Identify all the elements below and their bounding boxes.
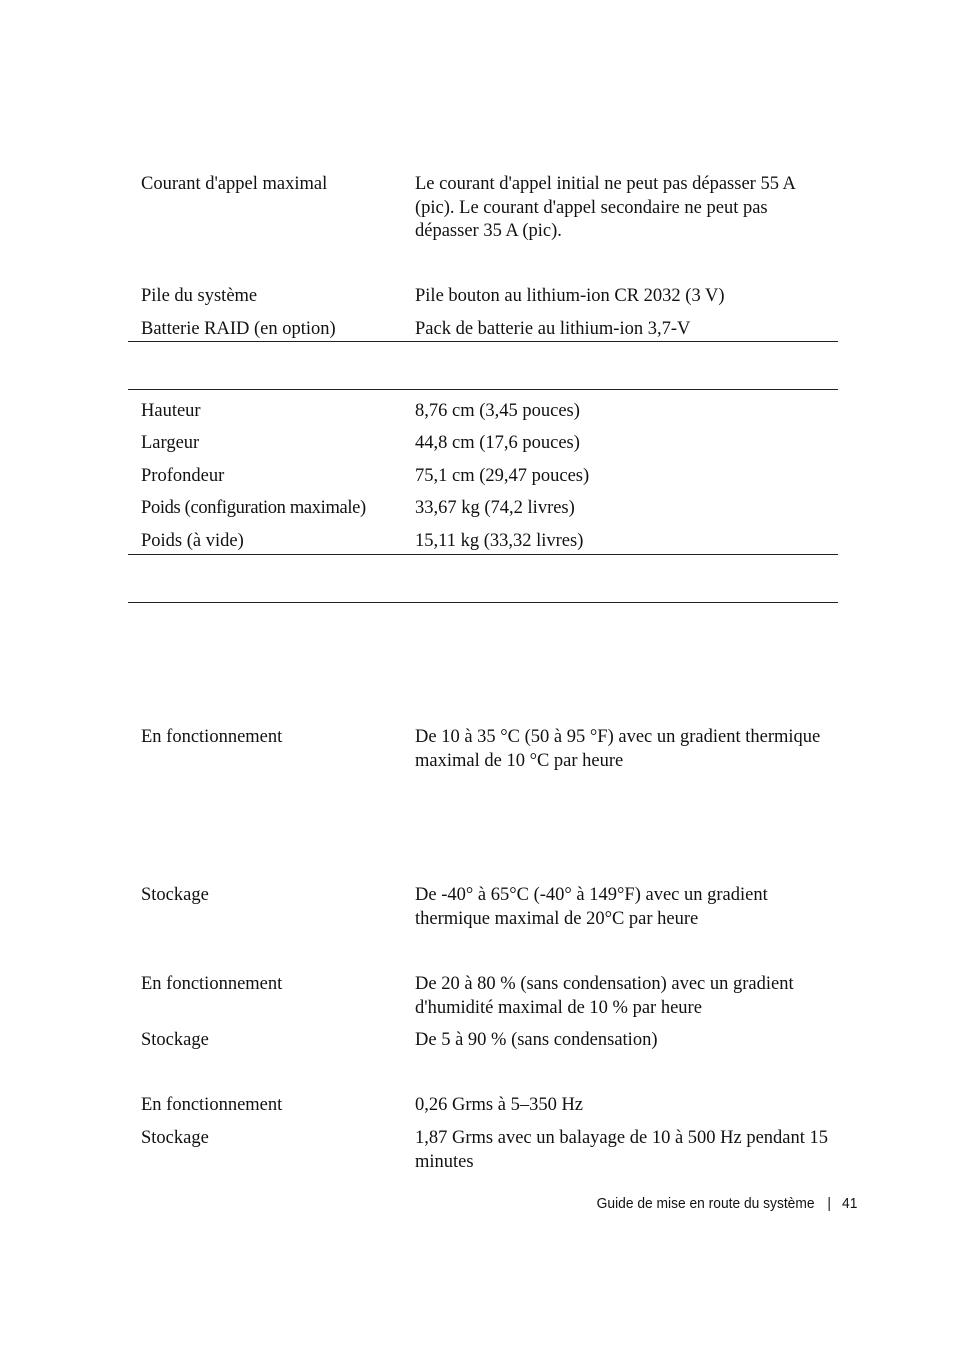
spec-value: 33,67 kg (74,2 livres): [415, 498, 575, 518]
spec-value: 44,8 cm (17,6 pouces): [415, 433, 580, 453]
section-divider: [128, 602, 838, 603]
spec-value: Le courant d'appel initial ne peut pas dépasser 55 A (pic). Le courant d'appel secondaire ne peut pas dépasser 35 A (pic).: [415, 174, 795, 241]
spec-label: Hauteur: [141, 401, 201, 421]
spec-label: Largeur: [141, 433, 200, 453]
page-footer: [596, 1194, 857, 1214]
spec-label: Courant d'appel maximal: [141, 174, 328, 194]
spec-label: En fonctionnement: [141, 1095, 283, 1115]
section-divider: [128, 389, 838, 390]
page-number: 41: [841, 1195, 857, 1212]
spec-value: De 5 à 90 % (sans condensation): [415, 1030, 658, 1050]
spec-value: Pile bouton au lithium-ion CR 2032 (3 V): [415, 286, 725, 306]
spec-value: De -40° à 65°C (-40° à 149°F) avec un gradient thermique maximal de 20°C par heure: [415, 885, 768, 929]
spec-label: Stockage: [141, 1128, 209, 1148]
spec-value: De 10 à 35 °C (50 à 95 °F) avec un gradient thermique maximal de 10 °C par heure: [415, 727, 821, 771]
spec-label: Stockage: [141, 885, 209, 905]
footer-title: Guide de mise en route du système: [596, 1195, 815, 1212]
spec-label: Pile du système: [141, 286, 258, 306]
spec-value: 0,26 Grms à 5–350 Hz: [415, 1095, 584, 1115]
spec-label: Poids (configuration maximale): [141, 498, 366, 518]
spec-value: 75,1 cm (29,47 pouces): [415, 466, 590, 486]
spec-label: En fonctionnement: [141, 974, 283, 994]
spec-value: 8,76 cm (3,45 pouces): [415, 401, 580, 421]
spec-value: 15,11 kg (33,32 livres): [415, 531, 584, 551]
spec-value: Pack de batterie au lithium-ion 3,7-V: [415, 319, 691, 339]
spec-value: 1,87 Grms avec un balayage de 10 à 500 Hz pendant 15 minutes: [415, 1128, 829, 1172]
section-divider: [128, 554, 838, 555]
spec-label: Poids (à vide): [141, 531, 244, 551]
spec-label: En fonctionnement: [141, 727, 283, 747]
section-divider: [128, 341, 838, 342]
spec-label: Profondeur: [141, 466, 225, 486]
spec-label: Batterie RAID (en option): [141, 319, 336, 339]
spec-label: Stockage: [141, 1030, 209, 1050]
footer-separator: |: [827, 1195, 831, 1212]
spec-value: De 20 à 80 % (sans condensation) avec un gradient d'humidité maximal de 10 % par heure: [415, 974, 794, 1018]
